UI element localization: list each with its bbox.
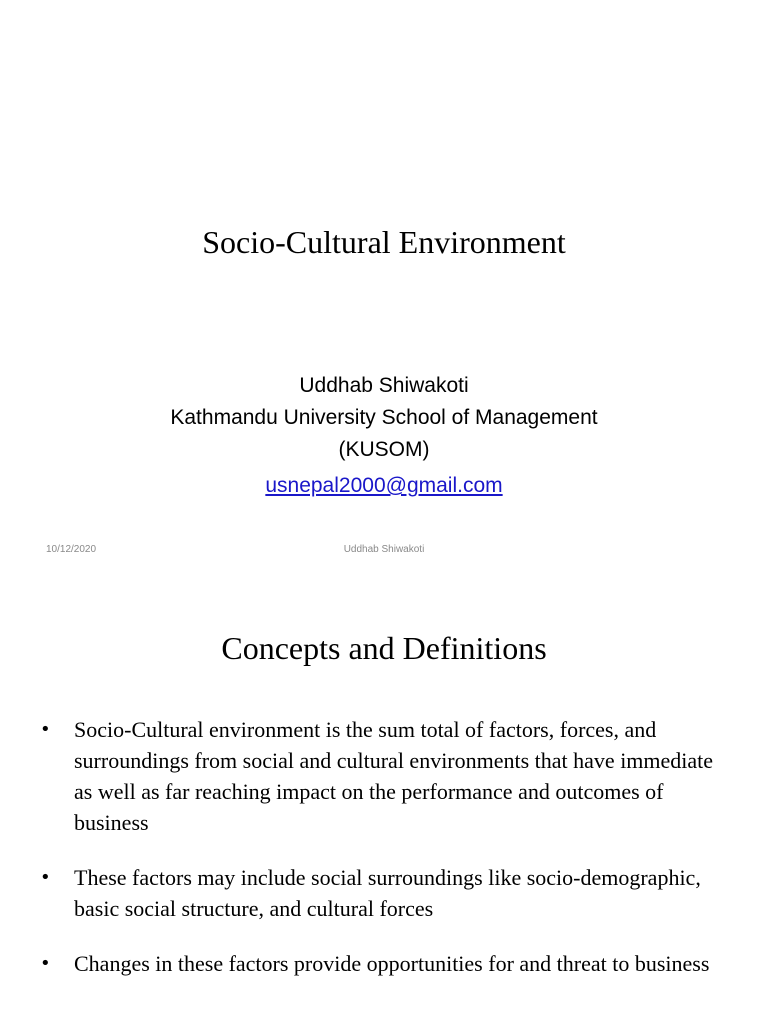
bullet-icon: •: [40, 867, 51, 888]
institution-abbrev: (KUSOM): [338, 438, 430, 461]
slide-concepts: [0, 576, 768, 1024]
institution-name: Kathmandu University School of Management: [170, 406, 598, 429]
bullet-item: [40, 862, 730, 924]
author-block: [0, 370, 768, 502]
footer-author: Uddhab Shiwakoti: [343, 544, 425, 555]
author-name: Uddhab Shiwakoti: [299, 374, 469, 397]
bullet-icon: •: [40, 719, 51, 740]
slide-concepts-heading: Concepts and Definitions: [221, 630, 547, 666]
bullet-text: These factors may include social surroundings like socio-demographic, basic social structure, and cultural forces: [74, 865, 701, 921]
slide-title-heading: Socio-Cultural Environment: [202, 224, 566, 260]
footer-date: 10/12/2020: [46, 544, 97, 555]
bullet-item: [40, 948, 730, 979]
bullet-item: [40, 714, 730, 838]
email-link[interactable]: usnepal2000@gmail.com: [265, 474, 503, 497]
bullet-text: Socio-Cultural environment is the sum total of factors, forces, and surroundings from social and cultural environments that have immediate as well as far reaching impact on the performance and outcomes of business: [74, 717, 714, 835]
bullet-text: Changes in these factors provide opportunities for and threat to business: [74, 951, 710, 976]
bullet-list: [40, 714, 730, 1003]
bullet-icon: •: [40, 953, 51, 974]
